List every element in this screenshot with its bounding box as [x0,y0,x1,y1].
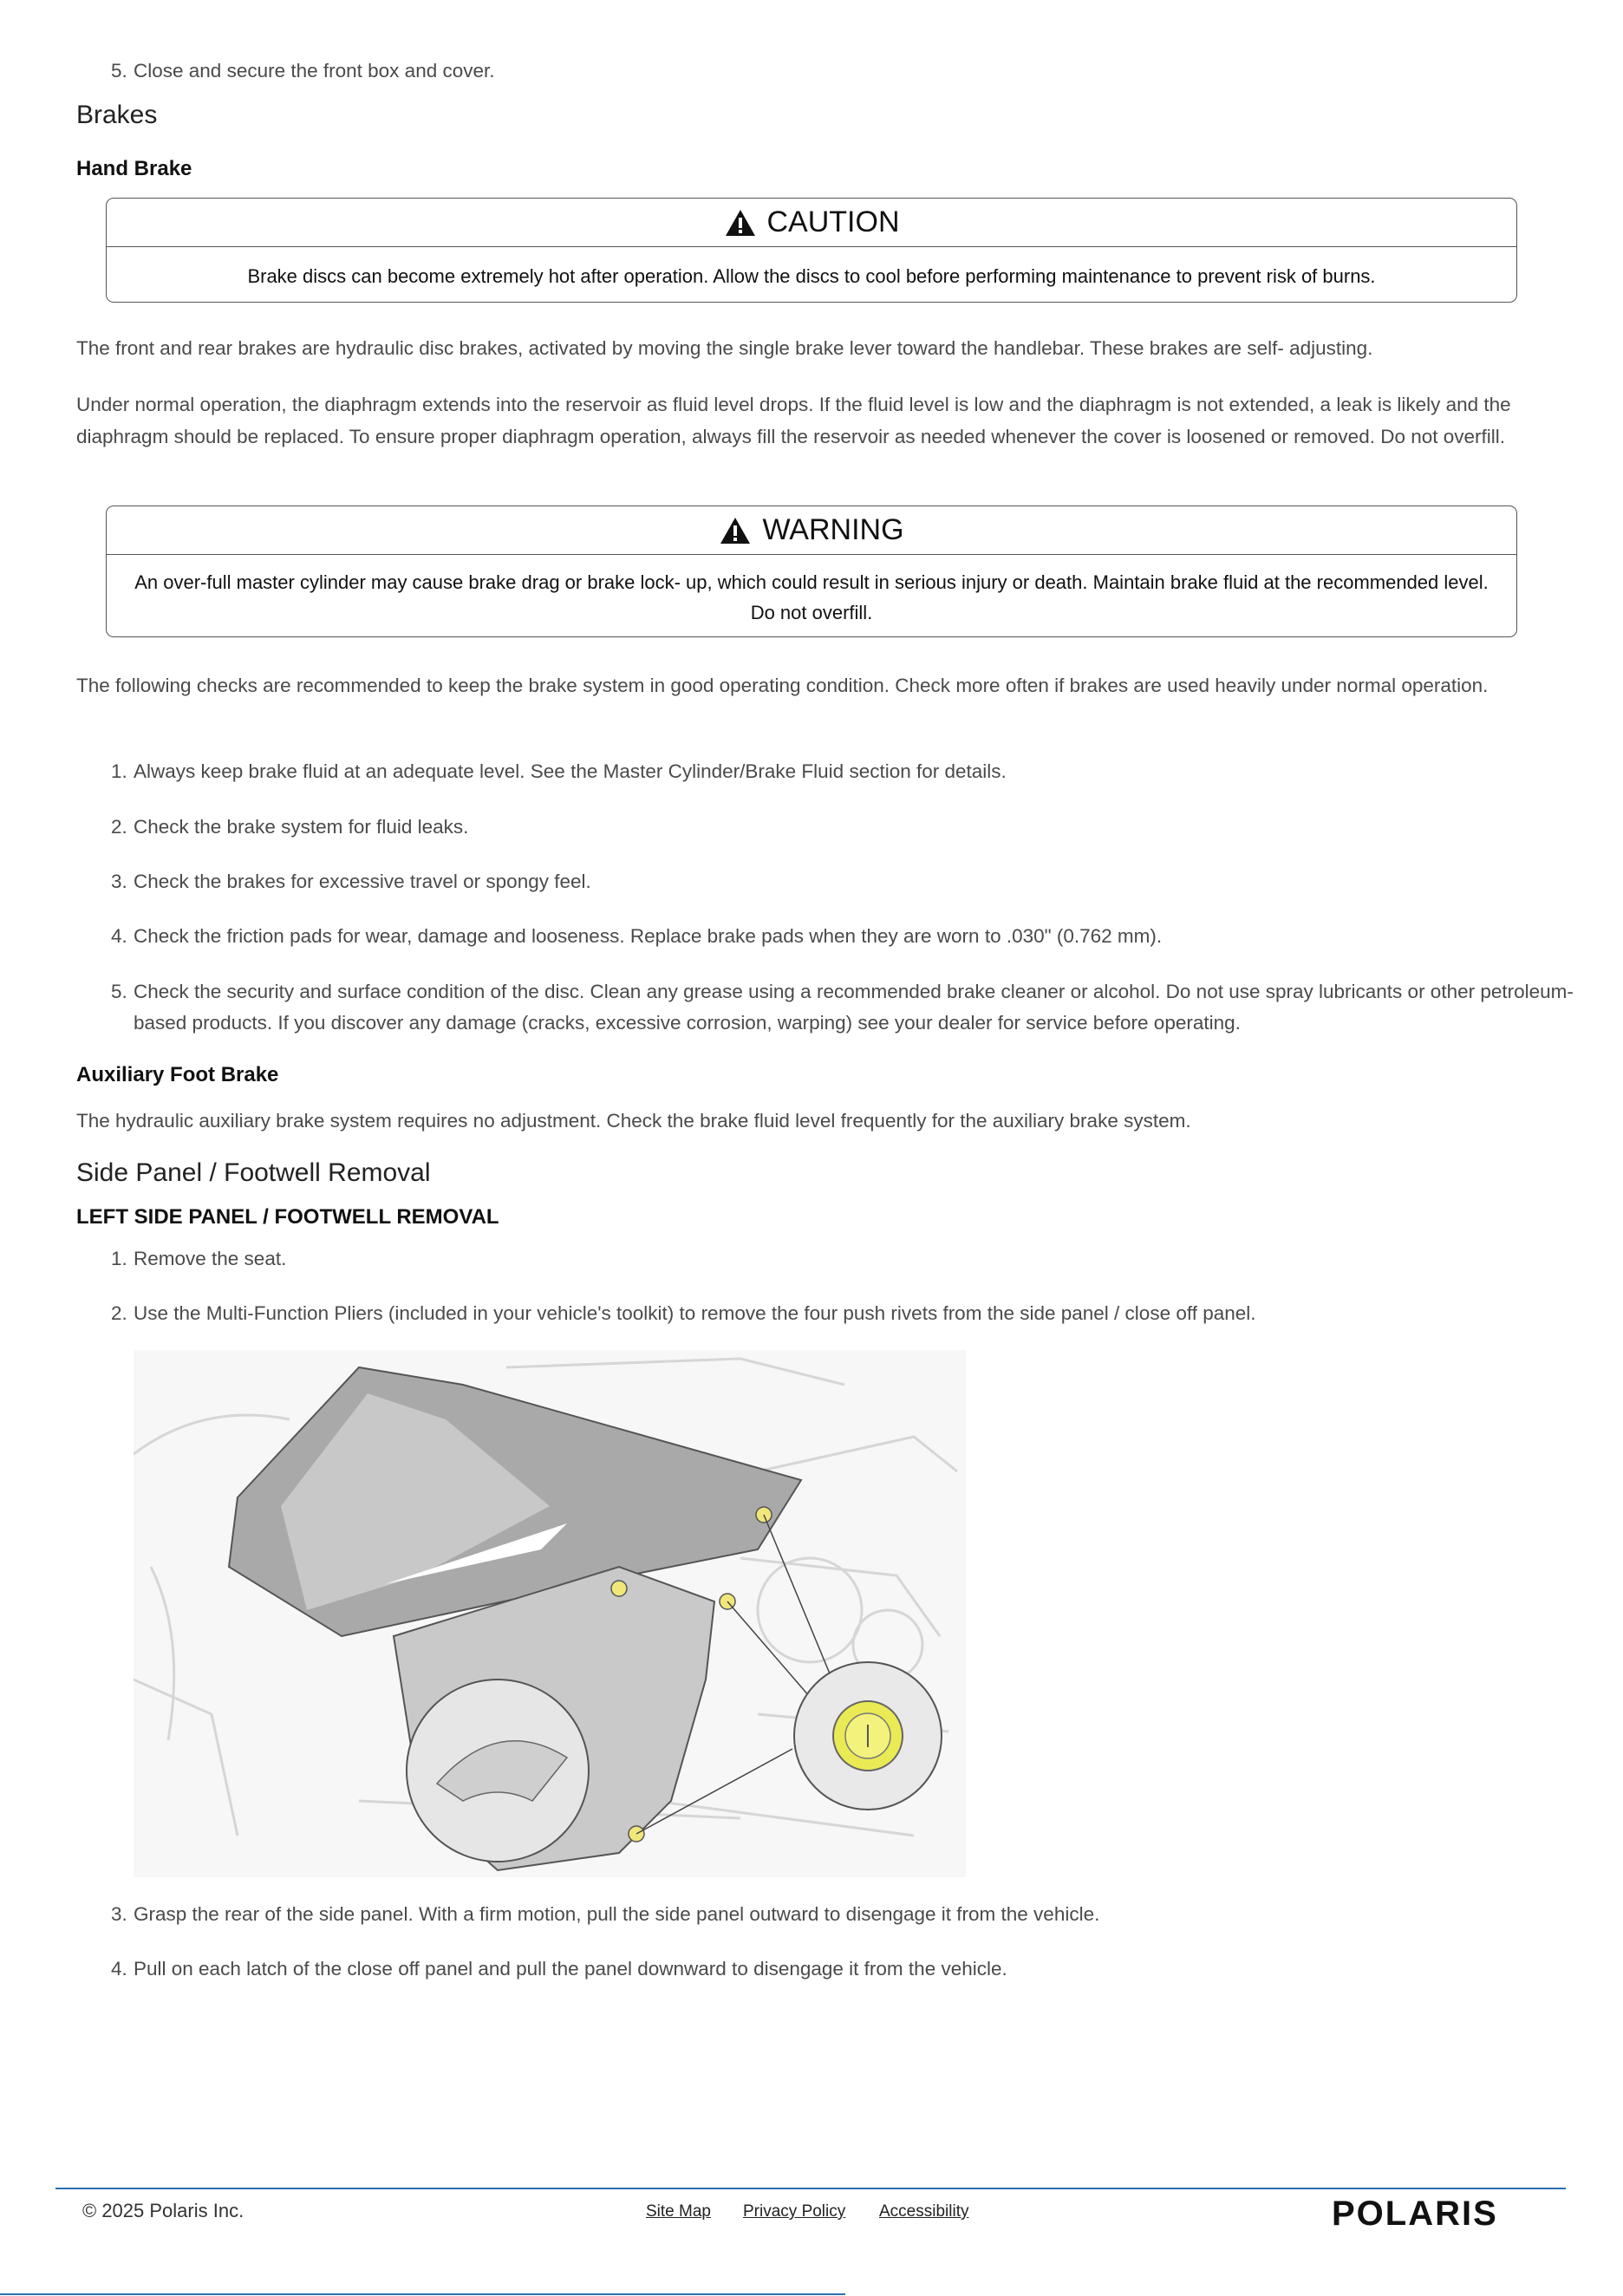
polaris-logo[interactable] [1332,2194,1540,2232]
list-item-text: Close and secure the front box and cover. [134,60,495,82]
list-number: 3. [111,871,127,892]
list-number: 1. [111,1248,127,1269]
list-number: 1. [111,760,127,782]
list-item [76,866,1607,897]
list-item-text: Check the brake system for fluid leaks. [134,816,469,838]
caution-text: Brake discs can become extremely hot after operation. Allow the discs to cool before performing maintenance to prevent risk of burns. [247,265,1376,287]
warning-triangle-icon [719,516,752,545]
list-number: 4. [111,1958,127,1980]
footer-link-privacy-policy[interactable]: Privacy Policy [743,2202,846,2221]
bottom-divider [0,2293,845,2295]
warning-text: An over-full master cylinder may cause brake drag or brake lock- up, which could result in serious injury or death. Maintain brake fluid at the recommended level. Do not overfill. [134,571,1489,623]
list-item [76,976,1607,1039]
list-item [76,1298,1607,1329]
list-number: 5. [111,60,127,82]
section-heading-brakes: Brakes [76,101,158,129]
list-item [76,812,1607,843]
svg-text:POLARIS: POLARIS [1332,2195,1498,2232]
list-number: 2. [111,816,127,838]
side-panel-illustration [134,1350,966,1877]
list-item [76,756,1607,787]
list-item [76,921,1607,952]
list-item-text: Check the friction pads for wear, damage and looseness. Replace brake pads when they are worn to .030" (0.762 mm). [134,925,1163,947]
list-item-text: Check the brakes for excessive travel or spongy feel. [134,871,591,892]
warning-triangle-icon [724,208,757,238]
paragraph: The following checks are recommended to keep the brake system in good operating condition. Check more often if brakes are used heavily under normal operation. [76,675,1489,696]
paragraph: Under normal operation, the diaphragm extends into the reservoir as fluid level drops. If the fluid level is low and the diaphragm is not extended, a leak is likely and the diaphragm should be replaced. To ensure proper diaphragm operation, always fill the reservoir as needed whenever the cover is loosened or removed. Do not overfill. [76,394,1511,447]
warning-label: WARNING [762,513,904,546]
caution-box [106,198,1517,303]
footer-copyright: © 2025 Polaris Inc. [82,2200,244,2221]
footer-link-accessibility[interactable]: Accessibility [879,2202,969,2221]
list-item-text: Check the security and surface condition of the disc. Clean any grease using a recommended brake cleaner or alcohol. Do not use spray lubricants or other petroleum-based products. If you discover any damage (cracks, excessive corrosion, warping) see your dealer for service before operating. [134,981,1574,1034]
side-panel-drawing [134,1350,966,1877]
list-item-text: Grasp the rear of the side panel. With a firm motion, pull the side panel outward to disengage it from the vehicle. [134,1903,1100,1925]
list-number: 3. [111,1903,127,1925]
list-item [76,1954,1607,1985]
subheading-auxiliary-foot-brake: Auxiliary Foot Brake [76,1063,279,1086]
list-item-text: Use the Multi-Function Pliers (included in your vehicle's toolkit) to remove the four push rivets from the side panel / close off panel. [134,1302,1256,1324]
list-item [76,55,1607,87]
paragraph: The front and rear brakes are hydraulic disc brakes, activated by moving the single brake lever toward the handlebar. These brakes are self- adjusting. [76,337,1373,359]
caution-label: CAUTION [766,205,900,238]
list-item-text: Pull on each latch of the close off panel and pull the panel downward to disengage it from the vehicle. [134,1958,1007,1980]
footer-divider [55,2188,1566,2189]
caution-header [107,199,1516,247]
subheading-left-side-panel: LEFT SIDE PANEL / FOOTWELL REMOVAL [76,1205,499,1229]
list-item [76,1243,1607,1275]
warning-header [107,506,1516,555]
list-item-text: Always keep brake fluid at an adequate level. See the Master Cylinder/Brake Fluid section for details. [134,760,1007,782]
list-item [76,1899,1607,1930]
polaris-logo-mark [1332,2194,1540,2232]
list-item-text: Remove the seat. [134,1248,287,1269]
warning-box [106,506,1517,637]
section-heading-side-panel: Side Panel / Footwell Removal [76,1158,431,1187]
list-number: 2. [111,1302,127,1324]
list-number: 4. [111,925,127,947]
subheading-hand-brake: Hand Brake [76,157,192,180]
footer-link-site-map[interactable]: Site Map [646,2202,711,2221]
list-number: 5. [111,981,127,1002]
paragraph: The hydraulic auxiliary brake system requires no adjustment. Check the brake fluid level frequently for the auxiliary brake system. [76,1110,1191,1132]
